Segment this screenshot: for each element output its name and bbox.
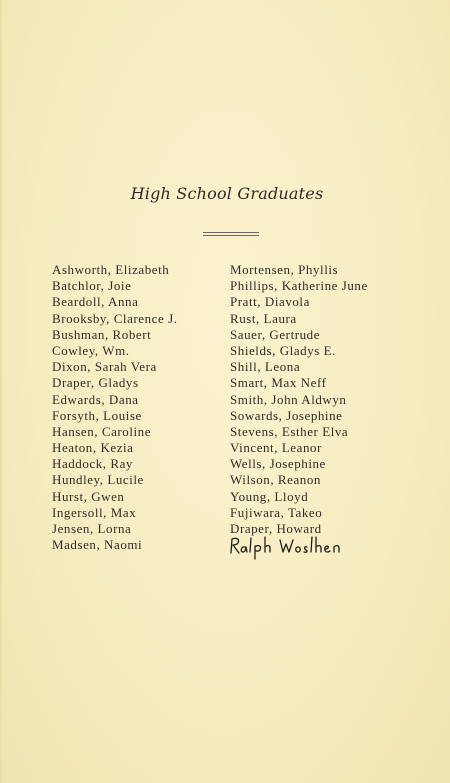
signature-drawing: [228, 533, 356, 561]
right-graduate-name: Shields, Gladys E.: [230, 342, 336, 358]
right-graduate-name: Shill, Leona: [230, 359, 301, 375]
right-graduate-name: Vincent, Leanor: [230, 440, 322, 456]
left-graduate-name: Hurst, Gwen: [52, 488, 125, 504]
left-graduate-name: Hansen, Caroline: [52, 423, 152, 439]
graduates-list-right: [230, 262, 368, 537]
right-graduate-name: Sowards, Josephine: [230, 407, 343, 423]
left-graduate-name: Dixon, Sarah Vera: [52, 359, 157, 375]
right-graduate-name: Stevens, Esther Elva: [230, 423, 349, 439]
left-graduate-name: Ingersoll, Max: [52, 504, 137, 520]
title-rule-divider: [203, 232, 259, 236]
left-graduate-name: Madsen, Naomi: [52, 537, 143, 553]
right-graduate-name: Young, Lloyd: [230, 488, 309, 504]
right-graduate-name: Smith, John Aldwyn: [230, 391, 347, 407]
left-graduate-name: Jensen, Lorna: [52, 521, 132, 536]
page-title: High School Graduates: [130, 184, 324, 203]
right-graduate-name: Phillips, Katherine June: [230, 278, 368, 294]
left-graduate-name: Haddock, Ray: [52, 456, 133, 472]
right-graduate-name: Mortensen, Phyllis: [230, 262, 339, 277]
right-graduate-name: Wilson, Reanon: [230, 472, 321, 488]
right-graduate-name: Rust, Laura: [230, 310, 297, 326]
handwritten-signature: [228, 533, 356, 561]
right-graduate-name: Sauer, Gertrude: [230, 326, 321, 342]
left-graduate-name: Forsyth, Louise: [52, 407, 142, 423]
right-graduate-name: Fujiwara, Takeo: [230, 504, 323, 520]
left-graduate-name: Cowley, Wm.: [52, 342, 130, 358]
left-graduate-name: Draper, Gladys: [52, 375, 139, 391]
left-graduate-name: Bushman, Robert: [52, 326, 152, 342]
right-graduate-name: Draper, Howard: [230, 521, 322, 536]
left-graduate-name: Ashworth, Elizabeth: [52, 262, 170, 277]
left-graduate-name: Edwards, Dana: [52, 391, 139, 407]
left-graduate-name: Hundley, Lucile: [52, 472, 144, 488]
left-graduate-name: Heaton, Kezia: [52, 440, 134, 456]
right-graduate-name: Smart, Max Neff: [230, 375, 327, 391]
graduates-list-left: [52, 262, 178, 553]
left-graduate-name: Batchlor, Joie: [52, 278, 132, 294]
left-graduate-name: Beardoll, Anna: [52, 294, 139, 310]
right-graduate-name: Wells, Josephine: [230, 456, 326, 472]
left-graduate-name: Brooksby, Clarence J.: [52, 310, 178, 326]
right-graduate-name: Pratt, Diavola: [230, 294, 310, 310]
